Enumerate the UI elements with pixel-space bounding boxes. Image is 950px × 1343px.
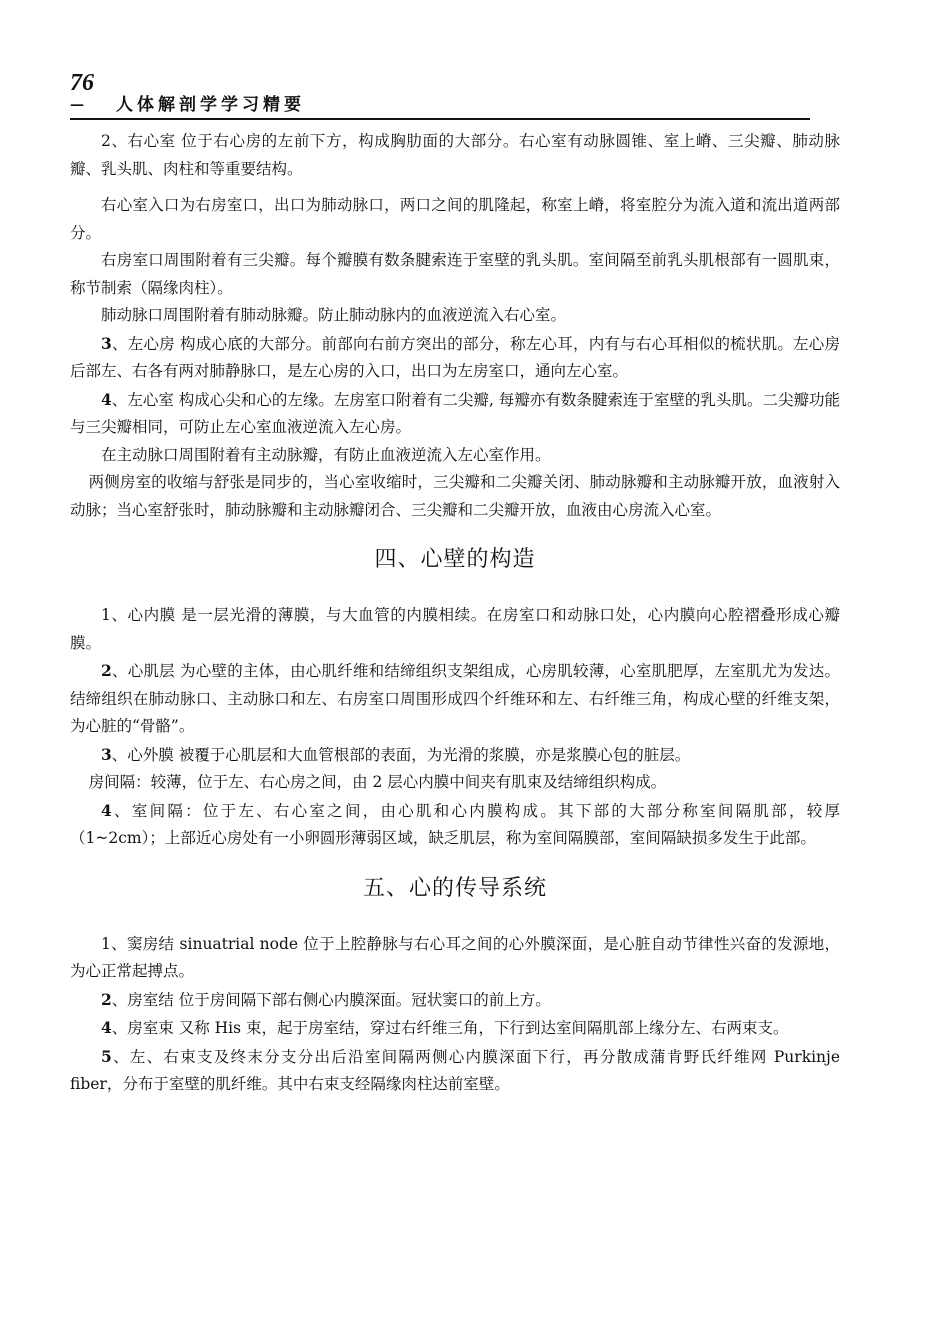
page-header [70,70,810,120]
paragraph-epicardium [70,741,840,770]
page-number-dash: — [70,97,84,113]
paragraph-text: 、左心室 构成心尖和心的左缘。左房室口附着有二尖瓣, 每瓣亦有数条腱索连于室壁的乳头肌。二尖瓣功能与三尖瓣相同，可防止左心室血液逆流入左心房。 [70,390,840,436]
paragraph-atrioventricular-node [70,986,840,1015]
item-number: 2 [101,661,112,680]
paragraph-myocardium [70,657,840,741]
paragraph-cardiac-cycle: 两侧房室的收缩与舒张是同步的，当心室收缩时，三尖瓣和二尖瓣关闭、肺动脉瓣和主动脉瓣开放，血液射入动脉；当心室舒张时，肺动脉瓣和主动脉瓣闭合、三尖瓣和二尖瓣开放，血液由心房流入心室。 [70,473,840,519]
paragraph-text: 、心外膜 被覆于心肌层和大血管根部的表面，为光滑的浆膜，亦是浆膜心包的脏层。 [111,745,691,764]
paragraph-tricuspid-valve: 右房室口周围附着有三尖瓣。每个瓣膜有数条腱索连于室壁的乳头肌。室间隔至前乳头肌根部有一圆肌束，称节制索（隔缘肉柱）。 [70,251,840,297]
item-number: 4 [101,389,112,409]
section-heading-heart-wall: 四、心壁的构造 [374,547,536,572]
paragraph-endocardium: 1、心内膜 是一层光滑的薄膜，与大血管的内膜相续。在房室口和动脉口处，心内膜向心腔褶叠形成心瓣膜。 [70,606,840,652]
paragraph-right-ventricle: 2、右心室 位于右心房的左前下方，构成胸肋面的大部分。右心室有动脉圆锥、室上嵴、三尖瓣、肺动脉瓣、乳头肌、肉柱和等重要结构。 [70,132,840,178]
book-title: 人体解剖学学习精要 [116,95,305,115]
header-rule [70,118,810,120]
page-body [70,128,840,1099]
item-number: 2 [101,989,112,1009]
paragraph-text: 、室间隔：位于左、右心室之间，由心肌和心内膜构成。其下部的大部分称室间隔肌部，较厚（1~2cm）；上部近心房处有一小卵圆形薄弱区域，缺乏肌层，称为室间隔膜部，室间隔缺损多发生于此部。 [70,801,840,847]
item-number: 4 [101,800,112,820]
paragraph-left-atrium [70,330,840,386]
paragraph-left-ventricle [70,386,840,442]
paragraph-text: 、左心房 构成心底的大部分。前部向右前方突出的部分，称左心耳，内有与右心耳相似的梳状肌。左心房后部左、右各有两对肺静脉口，是左心房的入口，出口为左房室口，通向左心室。 [70,334,840,380]
paragraph-aortic-valve: 在主动脉口周围附着有主动脉瓣，有防止血液逆流入左心室作用。 [101,445,551,464]
item-number: 5 [101,1046,112,1066]
paragraph-interventricular-septum [70,797,840,853]
paragraph-interatrial-septum: 房间隔：较薄，位于左、右心房之间，由 2 层心内膜中间夹有肌束及结缔组织构成。 [88,773,667,791]
page-number: 76 [70,70,94,96]
paragraph-pulmonary-valve: 肺动脉口周围附着有肺动脉瓣。防止肺动脉内的血液逆流入右心室。 [101,306,567,324]
section-heading-conduction-system: 五、心的传导系统 [362,875,547,901]
paragraph-text: 、房室结 位于房间隔下部右侧心内膜深面。冠状窦口的前上方。 [111,990,551,1009]
paragraph-text: 、左、右束支及终末分支分出后沿室间隔两侧心内膜深面下行，再分散成蒲肯野氏纤维网 Purkinje fiber，分布于室壁的肌纤维。其中右束支经隔缘肉柱达前室壁。 [70,1047,840,1093]
paragraph-bundle-branches [70,1043,840,1099]
paragraph-his-bundle [70,1014,840,1043]
item-number: 3 [101,744,112,764]
paragraph-right-ventricle-inlet: 右心室入口为右房室口，出口为肺动脉口，两口之间的肌隆起，称室上嵴，将室腔分为流入道和流出道两部分。 [70,196,840,242]
paragraph-text: 、心肌层 为心壁的主体，由心肌纤维和结缔组织支架组成，心房肌较薄，心室肌肥厚，左室肌尤为发达。结缔组织在肺动脉口、主动脉口和左、右房室口周围形成四个纤维环和左、右纤维三角，构成心壁的纤维支架，为心脏的“骨骼”。 [70,662,840,735]
item-number: 4 [101,1018,112,1037]
paragraph-sinoatrial-node: 1、窦房结 sinuatrial node 位于上腔静脉与右心耳之间的心外膜深面，是心脏自动节律性兴奋的发源地，为心正常起搏点。 [70,934,840,980]
paragraph-text: 、房室束 又称 His 束，起于房室结，穿过右纤维三角，下行到达室间隔肌部上缘分左、右两束支。 [111,1019,789,1037]
item-number: 3 [101,333,112,353]
